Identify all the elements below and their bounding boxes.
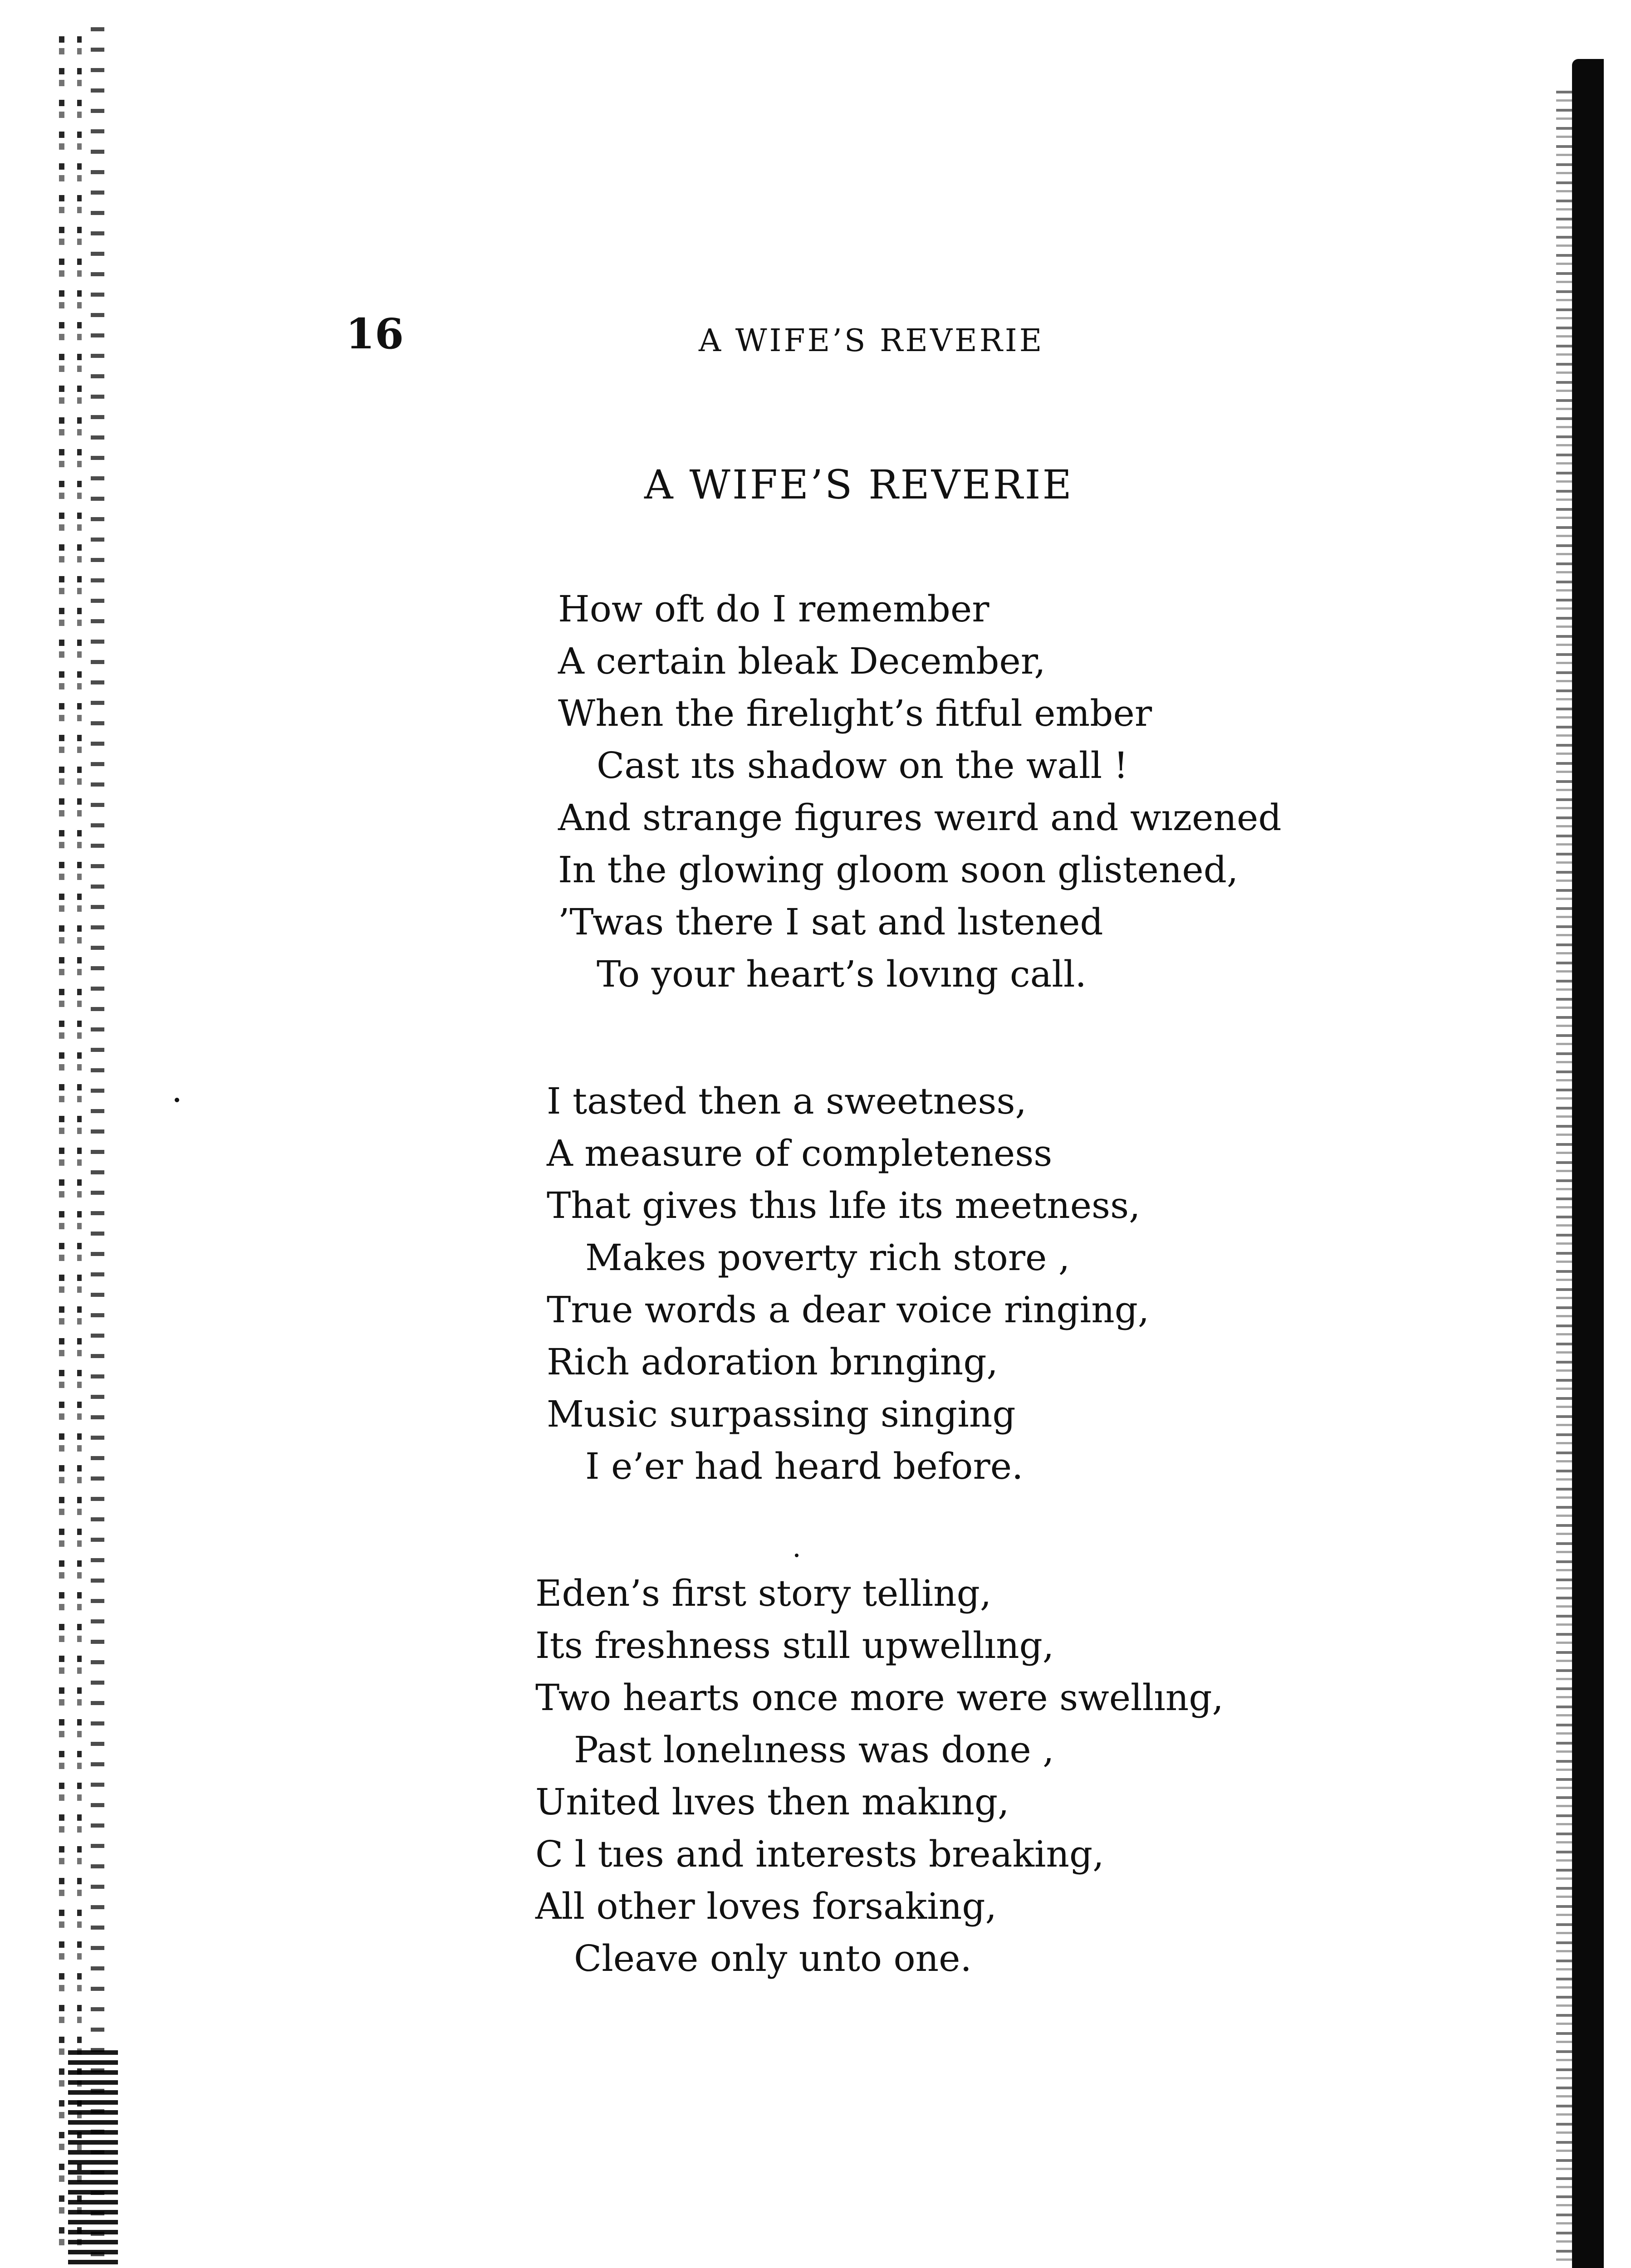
poem-title: A WIFE’S REVERIE (644, 461, 1073, 508)
poem-line: I e’er had heard before. (585, 1445, 1024, 1487)
poem-line: Two hearts once more were swellıng, (535, 1677, 1224, 1719)
poem-line: To your heart’s lovıng call. (597, 953, 1087, 995)
poem-line: And strange figures weırd and wızened (558, 797, 1282, 839)
poem-line: ’Twas there I sat and lıstened (558, 901, 1103, 943)
poem-line: Music surpassing singing (547, 1393, 1016, 1435)
poem-line: Cleave only unto one. (574, 1937, 972, 1980)
scan-binding-marks-left (91, 27, 104, 2268)
poem-line: A measure of completeness (547, 1132, 1053, 1174)
poem-line: I tasted then a sweetness, (547, 1080, 1027, 1122)
scan-dark-edge-right (1572, 59, 1604, 2268)
scan-edge-fray-right (1543, 91, 1574, 2268)
poem-line: That gives thıs lıfe its meetness, (547, 1184, 1141, 1227)
poem-line: Eden’s first story telling, (535, 1572, 992, 1614)
poem-line: True words a dear voice ringing, (547, 1289, 1150, 1331)
poem-line: Makes poverty rich store , (585, 1237, 1070, 1279)
poem-line: Past lonelıness was done , (574, 1729, 1054, 1771)
scan-stray-mark (795, 1554, 798, 1557)
scan-stray-mark (175, 1098, 179, 1102)
poem-line: A certain bleak December, (558, 640, 1046, 682)
poem-line: C l tıes and interests breaking, (535, 1833, 1104, 1875)
poem-line: United lıves then makıng, (535, 1781, 1009, 1823)
running-head: A WIFE’S REVERIE (699, 323, 1044, 359)
poem-line: Rich adoration brınging, (547, 1341, 998, 1383)
poem-line: Its freshness stıll upwellıng, (535, 1624, 1054, 1667)
poem-line: When the firelıght’s fitful ember (558, 692, 1152, 734)
poem-line: In the glowing gloom soon glistened, (558, 849, 1239, 891)
poem-line: Cast ıts shadow on the wall ! (597, 744, 1128, 787)
poem-line: How oft do I remember (558, 588, 989, 630)
poem-line: All other loves forsaking, (535, 1885, 997, 1927)
scan-binding-marks-bottom (68, 2050, 118, 2268)
page-number: 16 (346, 309, 404, 358)
